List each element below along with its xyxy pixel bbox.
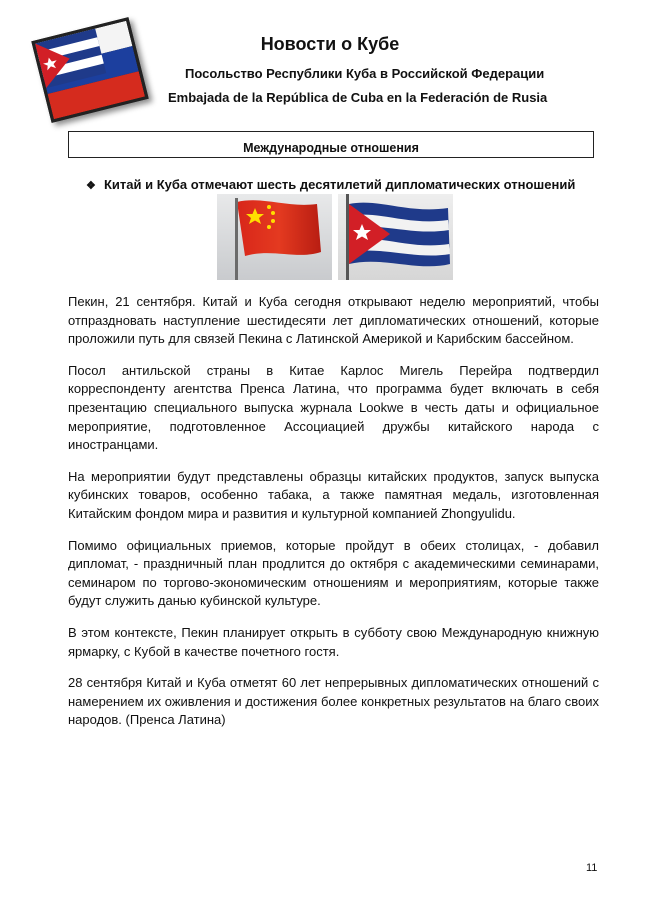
article-paragraph: Посол антильской страны в Китае Карлос Мигель Перейра подтвердил корреспонденту агентства Пренса Латина, что программа будет включать в себя презентацию специального выпуска журнала Lookwe в честь даты и официальное мероприятие, подготовленное Ассоциацией дружбы китайского народа с иностранцами.	[68, 362, 599, 453]
article-paragraph: Пекин, 21 сентября. Китай и Куба сегодня открывают неделю мероприятий, чтобы отпраздновать наступление шестидесяти лет дипломатических отношений, которые проложили путь для связей Пекина с Латинской Америкой и Карибским бассейном.	[68, 294, 599, 347]
article-headline	[86, 177, 575, 192]
embassy-name-es: Embajada de la República de Cuba en la Federación de Rusia	[168, 90, 548, 105]
headline-text: Китай и Куба отмечают шесть десятилетий дипломатических отношений	[104, 177, 576, 192]
section-header-box	[68, 131, 594, 158]
article-paragraph: Помимо официальных приемов, которые пройдут в обеих столицах, - добавил дипломат, - праздничный план продлится до октября с академическими семинарами, семинаром по торгово-экономическим отношениям и мероприятиям, которые также будут служить данью кубинской культуре.	[68, 537, 599, 609]
article-paragraph: В этом контексте, Пекин планирует открыть в субботу свою Международную книжную ярмарку, с Кубой в качестве почетного гостя.	[68, 624, 599, 659]
diamond-bullet-icon: ❖	[86, 180, 96, 192]
china-flag-image	[217, 194, 332, 280]
article-paragraph: 28 сентября Китай и Куба отметят 60 лет непрерывных дипломатических отношений с намерением их оживления и достижения более конкретных результатов на благо своих народов. (Пренса Латина)	[68, 675, 599, 728]
section-label: Международные отношения	[243, 141, 419, 155]
cuba-flag-image	[338, 194, 453, 280]
cuba-russia-flag-logo	[31, 17, 148, 123]
page-number: 11	[586, 862, 598, 874]
embassy-name-ru: Посольство Республики Куба в Российской Федерации	[185, 66, 545, 81]
article-body	[68, 293, 599, 743]
newsletter-title: Новости о Кубе	[260, 34, 400, 54]
article-paragraph: На мероприятии будут представлены образцы китайских продуктов, запуск выпуска кубинских товаров, особенно табака, а также памятная медаль, изготовленная Китайским фондом мира и развития и культурной компанией Zhongyulidu.	[68, 468, 599, 521]
